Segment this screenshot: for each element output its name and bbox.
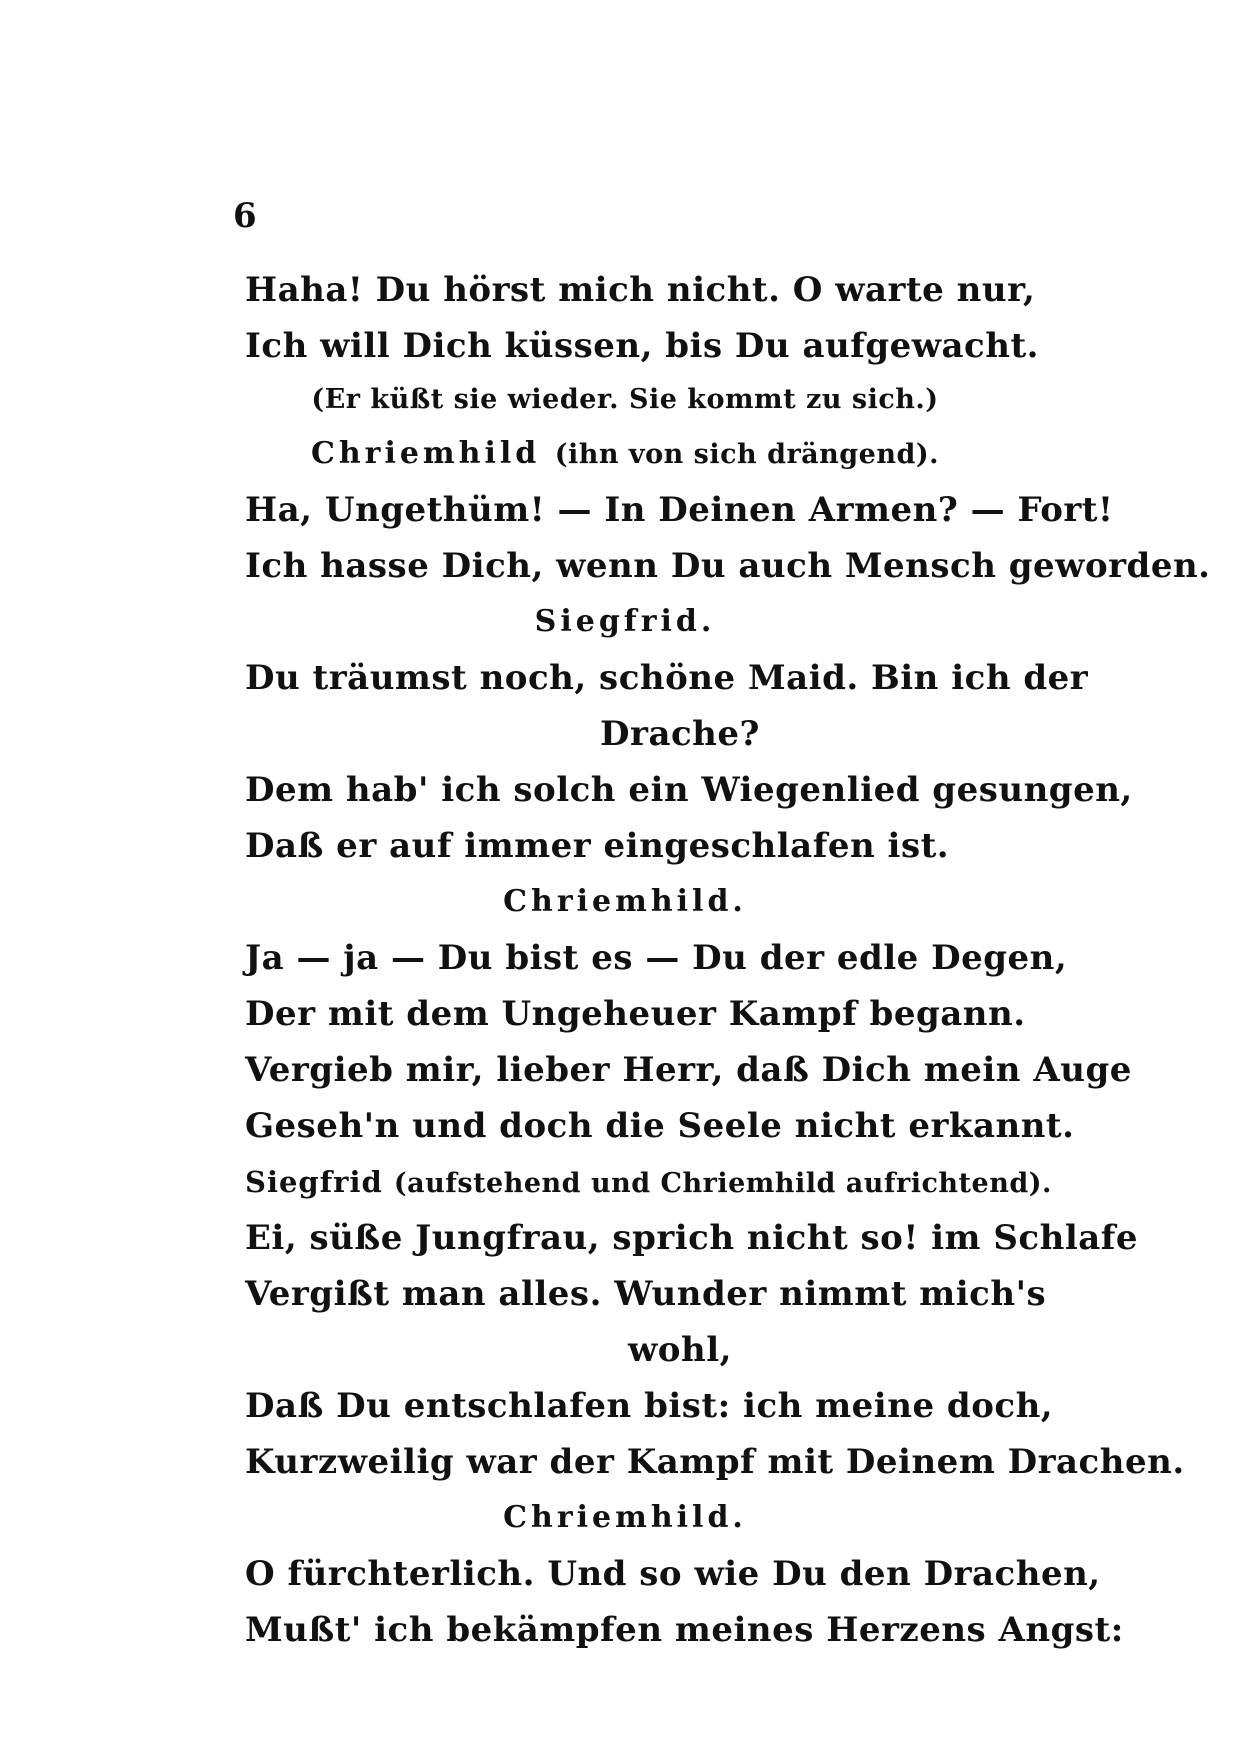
verse-line: Geseh'n und doch die Seele nicht erkannt. xyxy=(245,1106,1075,1146)
verse-line: Vergieb mir, lieber Herr, daß Dich mein Auge xyxy=(245,1050,1132,1090)
verse-continuation: wohl, xyxy=(628,1330,732,1370)
speaker-name: Chriemhild. xyxy=(503,1500,747,1535)
verse-line: Kurzweilig war der Kampf mit Deinem Drachen. xyxy=(245,1442,1185,1482)
stage-direction: (Er küßt sie wieder. Sie kommt zu sich.) xyxy=(311,384,939,415)
speaker-heading xyxy=(245,1490,1005,1546)
verse-line: Ha, Ungethüm! — In Deinen Armen? — Fort! xyxy=(245,490,1114,530)
verse-line: Der mit dem Ungeheuer Kampf begann. xyxy=(245,994,1026,1034)
speaker-name: Siegfrid. xyxy=(534,604,716,639)
verse-line: Vergißt man alles. Wunder nimmt mich's xyxy=(245,1274,1047,1314)
speaker-heading xyxy=(245,1154,1052,1210)
speaker-heading xyxy=(245,594,1005,650)
verse-line: O fürchterlich. Und so wie Du den Drachen, xyxy=(245,1554,1101,1594)
verse-line: Daß er auf immer eingeschlafen ist. xyxy=(245,826,950,866)
speaker-direction: (ihn von sich drängend). xyxy=(554,439,940,470)
poem-text xyxy=(245,262,1211,1658)
verse-line: Dem hab' ich solch ein Wiegenlied gesungen, xyxy=(245,770,1133,810)
verse-line: Ich hasse Dich, wenn Du auch Mensch geworden. xyxy=(245,546,1211,586)
speaker-heading xyxy=(245,874,1005,930)
verse-line: Du träumst noch, schöne Maid. Bin ich der xyxy=(245,658,1089,698)
verse-line: Ja — ja — Du bist es — Du der edle Degen, xyxy=(245,938,1068,978)
speaker-name: Chriemhild. xyxy=(503,884,747,919)
speaker-name: Siegfrid xyxy=(245,1165,383,1199)
speaker-name: Chriemhild xyxy=(310,436,541,471)
verse-line: Ich will Dich küssen, bis Du aufgewacht. xyxy=(245,326,1040,366)
verse-continuation: Drache? xyxy=(600,714,760,754)
speaker-heading xyxy=(245,426,1005,482)
verse-line: Daß Du entschlafen bist: ich meine doch, xyxy=(245,1386,1054,1426)
verse-line: Haha! Du hörst mich nicht. O warte nur, xyxy=(245,270,1036,310)
verse-line: Mußt' ich bekämpfen meines Herzens Angst: xyxy=(245,1610,1124,1650)
page-number: 6 xyxy=(233,196,257,236)
verse-line: Ei, süße Jungfrau, sprich nicht so! im Schlafe xyxy=(245,1218,1139,1258)
speaker-direction: (aufstehend und Chriemhild aufrichtend). xyxy=(393,1168,1052,1199)
